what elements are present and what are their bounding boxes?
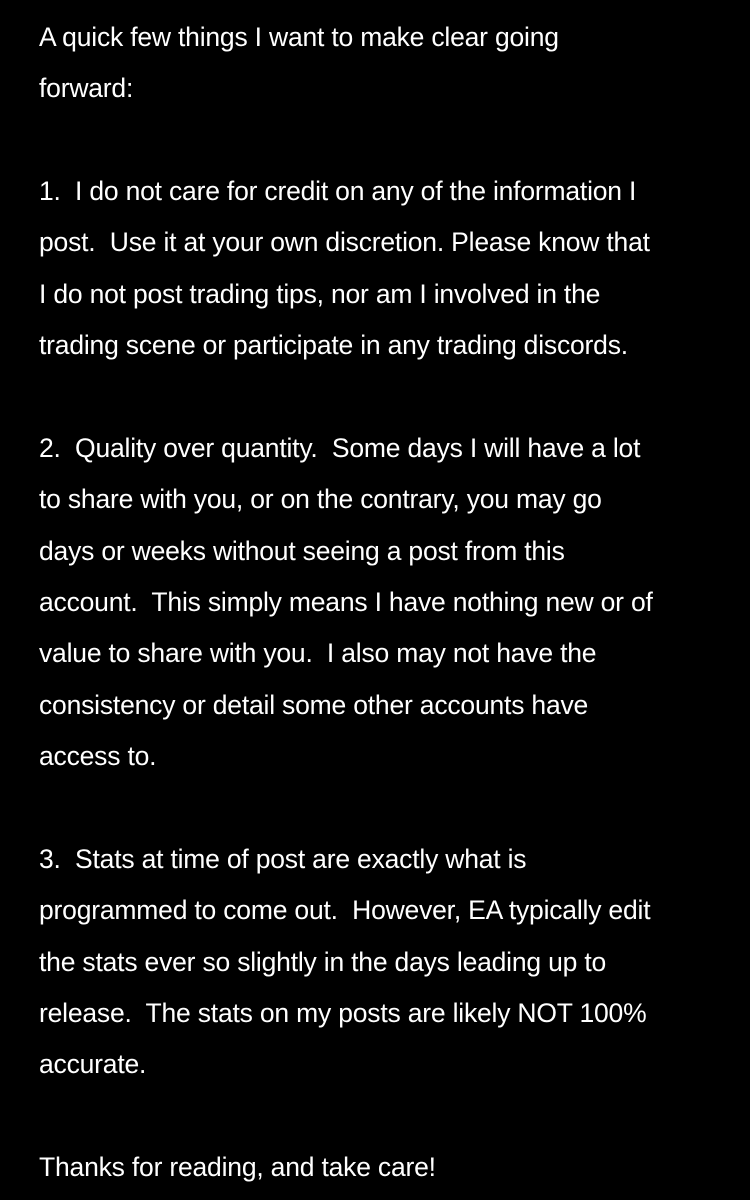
point-2-line-7: access to. <box>39 741 157 771</box>
point-3-line-1: 3. Stats at time of post are exactly what is <box>39 844 527 874</box>
point-1-line-4: trading scene or participate in any trading discords. <box>39 330 628 360</box>
intro-line-2: forward: <box>39 73 134 103</box>
closing-line: Thanks for reading, and take care! <box>39 1152 436 1182</box>
point-2-line-4: account. This simply means I have nothing new or of <box>39 587 653 617</box>
point-2-line-2: to share with you, or on the contrary, you may go <box>39 484 602 514</box>
point-3-line-5: accurate. <box>39 1049 147 1079</box>
point-2-line-1: 2. Quality over quantity. Some days I will have a lot <box>39 433 641 463</box>
point-2-line-6: consistency or detail some other accounts have <box>39 690 589 720</box>
point-1-line-2: post. Use it at your own discretion. Please know that <box>39 227 650 257</box>
point-3-line-4: release. The stats on my posts are likely NOT 100% <box>39 998 647 1028</box>
point-2-line-5: value to share with you. I also may not have the <box>39 638 597 668</box>
point-1-line-3: I do not post trading tips, nor am I involved in the <box>39 279 601 309</box>
intro-line-1: A quick few things I want to make clear going <box>39 22 559 52</box>
point-1-line-1: 1. I do not care for credit on any of the information I <box>39 176 637 206</box>
point-3-line-2: programmed to come out. However, EA typically edit <box>39 895 651 925</box>
point-2-line-3: days or weeks without seeing a post from this <box>39 536 565 566</box>
point-3-line-3: the stats ever so slightly in the days leading up to <box>39 947 607 977</box>
